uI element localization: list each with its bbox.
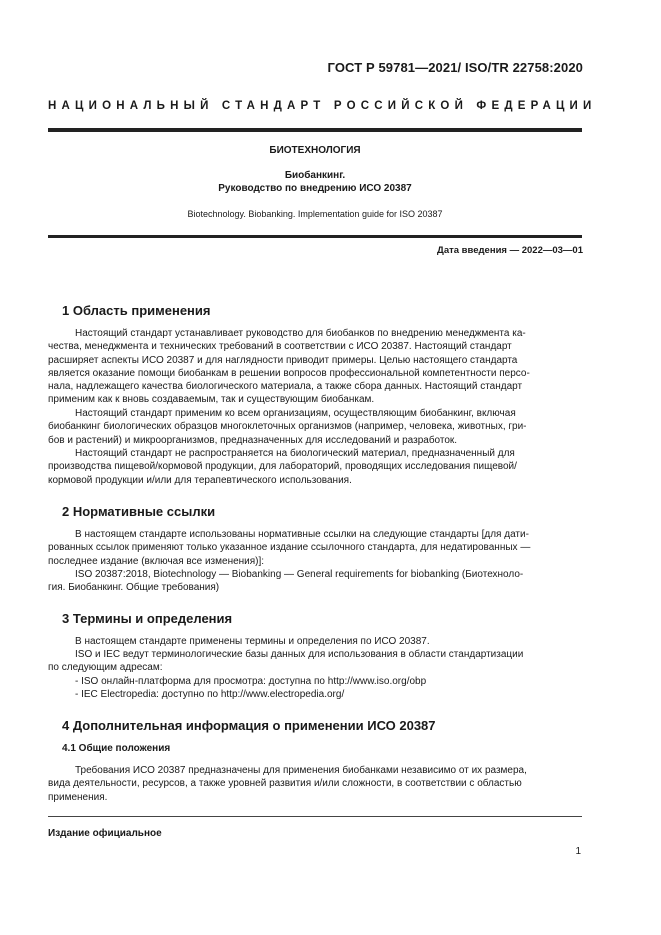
title-line-1: Биобанкинг.: [284, 170, 346, 181]
document-code: ГОСТ Р 59781—2021/ ISO/TR 22758:2020: [327, 60, 583, 75]
section-2-paragraph-2: ISO 20387:2018, Biotechnology — Biobanking — General requirements for biobanking (Биотехноло- гия. Биобанкинг. Общие требования): [48, 569, 524, 594]
title-line-2: Руководство по внедрению ИСО 20387: [218, 183, 412, 194]
section-2-paragraph-1: В настоящем стандарте использованы нормативные ссылки на следующие стандарты [для дати- рованных ссылок применяют только указанное издание ссылочного стандарта, для недатированных — последнее издание (включая все изменения)]:: [48, 529, 531, 567]
section-1-paragraph-3: Настоящий стандарт не распространяется на биологический материал, предназначенный для производства пищевой/кормовой продукции, для лабораторий, проводящих исследования пищевой/ кормовой продукции и/или для терапевтического использования.: [48, 448, 517, 486]
official-edition-label: Издание официальное: [48, 828, 162, 839]
section-1-paragraph-2: Настоящий стандарт применим ко всем организациям, осуществляющим биобанкинг, включая биобанкинг биологических образцов многоклеточных организмов (например, человека, животных, гри- бов и растений) и микроорганизмов, предназначенных для исследований и разработок.: [48, 408, 527, 446]
page-number: 1: [575, 846, 581, 857]
category-title: БИОТЕХНОЛОГИЯ: [269, 145, 361, 156]
section-1-heading: 1 Область применения: [62, 303, 211, 318]
section-4-1-heading: 4.1 Общие положения: [62, 743, 171, 754]
section-1-paragraph-1: Настоящий стандарт устанавливает руководство для биобанков по внедрению менеджмента ка- чества, менеджмента и технических требований в соответствии с ИСО 20387. Настоящий стандарт расширяет аспекты ИСО 20387 и для наглядности приводит примеры. Целью настоящего стандарта является оказание помощи биобанкам в решении вопросов профессиональной компетентности персо- нала, надлежащего качества биологического материала, а также сбора данных. Настоящий стандарт применим как к вновь создаваемым, так и существующим биобанкам.: [48, 328, 530, 406]
national-standard-banner: НАЦИОНАЛЬНЫЙ СТАНДАРТ РОССИЙСКОЙ ФЕДЕРАЦИИ: [48, 100, 597, 112]
section-3-heading: 3 Термины и определения: [62, 611, 233, 626]
introduction-date: Дата введения — 2022—03—01: [437, 245, 583, 256]
title-divider: [48, 235, 582, 238]
footer-divider: [48, 816, 582, 817]
list-item-electropedia: - IEC Electropedia: доступно по http://www.electropedia.org/: [75, 689, 345, 700]
section-4-heading: 4 Дополнительная информация о применении ИСО 20387: [62, 718, 436, 733]
section-3-paragraph-2: ISO и IEC ведут терминологические базы данных для использования в области стандартизации по следующим адресам:: [48, 649, 524, 674]
english-title: Biotechnology. Biobanking. Implementation guide for ISO 20387: [187, 209, 443, 219]
list-item-iso-obp: - ISO онлайн-платформа для просмотра: доступна по http://www.iso.org/obp: [75, 676, 427, 687]
top-divider: [48, 128, 582, 132]
section-2-heading: 2 Нормативные ссылки: [62, 504, 216, 519]
section-4-1-paragraph: Требования ИСО 20387 предназначены для применения биобанками независимо от их размера, вида деятельности, ресурсов, а также уровней развития и/или сложности, в соответствии с областью применения.: [48, 765, 527, 803]
section-3-paragraph-1: В настоящем стандарте применены термины и определения по ИСО 20387.: [75, 636, 430, 647]
